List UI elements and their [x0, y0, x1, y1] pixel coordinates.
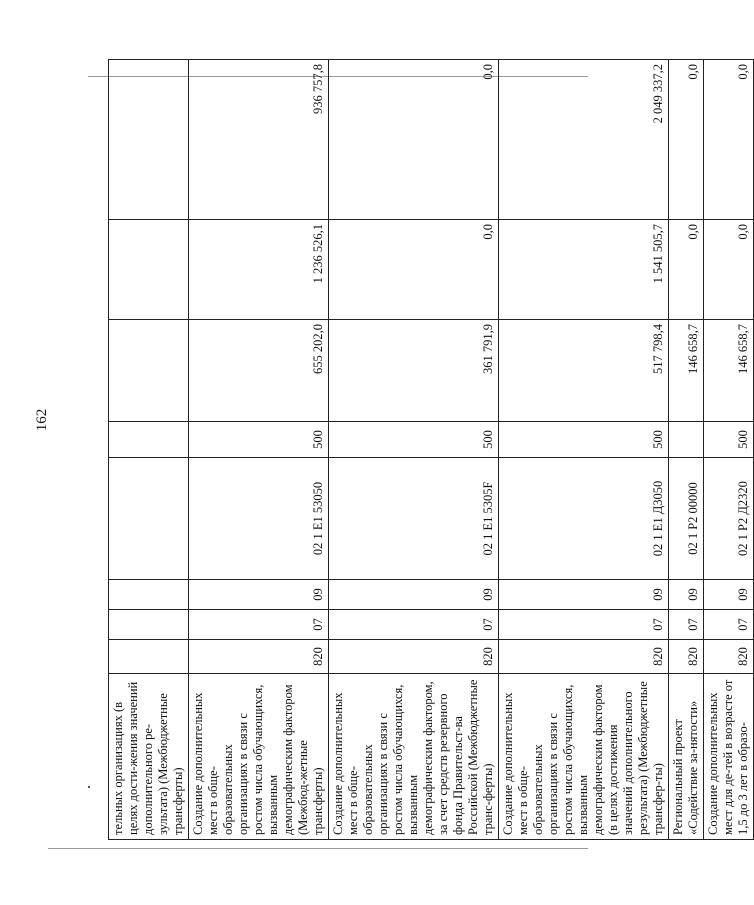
- row-pr: [109, 580, 189, 610]
- row-grbs: 820: [704, 640, 754, 674]
- row-grbs: 820: [189, 640, 329, 674]
- row-pr: 09: [669, 580, 704, 610]
- row-year1: 146 658,7: [669, 320, 704, 422]
- row-vr: 500: [329, 422, 499, 458]
- row-year2: 0,0: [329, 220, 499, 320]
- row-year3: 0,0: [669, 60, 704, 220]
- row-vr: [109, 422, 189, 458]
- table-row: [704, 60, 754, 840]
- row-pr: 09: [704, 580, 754, 610]
- row-rz: 07: [189, 610, 329, 640]
- row-year2: 1 236 526,1: [189, 220, 329, 320]
- row-vr: 500: [189, 422, 329, 458]
- row-rz: 07: [669, 610, 704, 640]
- row-grbs: 820: [669, 640, 704, 674]
- row-year1: [109, 320, 189, 422]
- row-year3: 2 049 337,2: [499, 60, 669, 220]
- scan-speck: [88, 786, 90, 788]
- table-row: [109, 60, 189, 840]
- row-csr: [109, 458, 189, 580]
- row-grbs: 820: [499, 640, 669, 674]
- row-csr: 02 1 P2 00000: [669, 458, 704, 580]
- row-vr: [669, 422, 704, 458]
- table-row: [189, 60, 329, 840]
- row-year2: 0,0: [669, 220, 704, 320]
- row-year2: 1 541 505,7: [499, 220, 669, 320]
- row-pr: 09: [329, 580, 499, 610]
- row-pr: 09: [499, 580, 669, 610]
- row-year3: 0,0: [704, 60, 754, 220]
- table-row: [329, 60, 499, 840]
- row-year2: 0,0: [704, 220, 754, 320]
- row-csr: 02 1 P2 Д2320: [704, 458, 754, 580]
- row-csr: 02 1 E1 5305F: [329, 458, 499, 580]
- row-name: Создание дополнительных мест в обще-образовательных организациях в связи с ростом числа обучающихся, вызванным демографическим фактором (Межбюд-жетные трансферты): [189, 674, 329, 840]
- budget-table: [108, 59, 754, 840]
- row-name: Создание дополнительных мест в обще-образовательных организациях в связи с ростом числа обучающихся, вызванным демографическим фактором (в целях достижения значений дополнительного результата) (Межбюджетные трансфер-ты): [499, 674, 669, 840]
- table-row: [669, 60, 704, 840]
- page-number: 162: [34, 408, 50, 432]
- row-year3: [109, 60, 189, 220]
- row-year1: 517 798,4: [499, 320, 669, 422]
- row-rz: [109, 610, 189, 640]
- row-pr: 09: [189, 580, 329, 610]
- row-name: Создание дополнительных мест для де-тей в возрасте от 1,5 до 3 лет в образо-: [704, 674, 754, 840]
- row-name: Региональный проект «Содействие за-нятости»: [669, 674, 704, 840]
- row-grbs: [109, 640, 189, 674]
- row-rz: 07: [704, 610, 754, 640]
- row-csr: 02 1 E1 Д3050: [499, 458, 669, 580]
- row-year3: 0,0: [329, 60, 499, 220]
- row-year2: [109, 220, 189, 320]
- row-name: тельных организациях (в целях дости-жения значений дополнительного ре-зультата) (Межбюджетные трансферты): [109, 674, 189, 840]
- row-year1: 655 202,0: [189, 320, 329, 422]
- row-vr: 500: [704, 422, 754, 458]
- row-vr: 500: [499, 422, 669, 458]
- row-grbs: 820: [329, 640, 499, 674]
- row-rz: 07: [329, 610, 499, 640]
- row-year1: 146 658,7: [704, 320, 754, 422]
- row-year3: 936 757,8: [189, 60, 329, 220]
- row-name: Создание дополнительных мест в обще-образовательных организациях в связи с ростом числа обучающихся, вызванным демографическим фактором, за счет средств резервного фонда Правительст-ва Российской (Межбюджетные транс-ферты): [329, 674, 499, 840]
- row-rz: 07: [499, 610, 669, 640]
- row-csr: 02 1 E1 53050: [189, 458, 329, 580]
- bottom-rule: [48, 848, 588, 849]
- budget-table-sheet: [108, 60, 750, 840]
- table-row: [499, 60, 669, 840]
- row-year1: 361 791,9: [329, 320, 499, 422]
